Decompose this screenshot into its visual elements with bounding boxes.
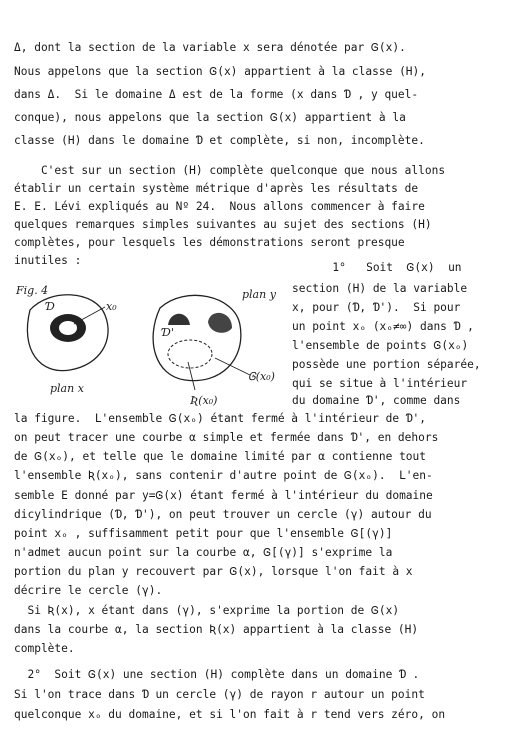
text-line: possède une portion séparée, [292,358,481,371]
text-line: portion du plan y recouvert par Ꮆ(x), lorsque l'on fait à x [14,565,413,578]
text-line: inutiles : [14,254,82,267]
text-line: conque), nous appelons que la section Ꮆ(x) appartient à la [14,111,406,124]
f-x0-pointer [215,358,250,375]
text-line: l'ensemble Ʀ(xₒ), sans contenir d'autre point de Ꮆ(xₒ). L'en- [14,469,433,482]
text-line: E. E. Lévi expliqués au Nº 24. Nous allons commencer à faire [14,200,425,213]
text-line: point xₒ , suffisamment petit pour que l'ensemble Ꮆ[(γ)] [14,527,393,540]
text-line: classe (H) dans le domaine Ɗ et complète, si non, incomplète. [14,134,425,147]
disc-interior [59,321,77,335]
text-line: Si Ʀ(x), x étant dans (γ), s'exprime la portion de Ꮆ(x) [14,604,400,617]
text-line: l'ensemble de points Ꮆ(xₒ) [292,339,469,352]
domain-d-label: Ɗ [46,300,55,313]
text-line: x, pour (Ɗ, Ɗ'). Si pour [292,301,461,314]
f-x0-label: Ꮆ(x₀) [248,370,275,383]
text-line: quelconque xₒ du domaine, et si l'on fait à r tend vers zéro, on [14,708,446,721]
figure-4 [10,280,285,410]
curve-alpha [168,340,212,368]
text-line: section (H) de la variable [292,282,468,295]
domain-dprime-label: Ɗ' [162,326,174,339]
shaded-portion-left [168,314,190,325]
text-line: complète. [14,642,75,655]
text-line: semble E donné par y=Ꮆ(x) étant fermé à l'intérieur du domaine [14,489,433,502]
text-line: on peut tracer une courbe α simple et fermée dans Ɗ', en dehors [14,431,439,444]
text-line: qui se situe à l'intérieur [292,377,468,390]
figure-caption: Fig. 4 [16,284,49,297]
text-line: quelques remarques simples suivantes au sujet des sections (H) [14,218,432,231]
plan-x-label: plan x [50,382,84,395]
text-line: dans la courbe α, la section Ʀ(x) appartient à la classe (H) [14,623,419,636]
r-x0-pointer [188,362,195,390]
text-line: dicylindrique (Ɗ, Ɗ'), on peut trouver un cercle (γ) autour du [14,508,432,521]
r-x0-label: Ʀ(x₀) [190,394,218,407]
text-line: 2° Soit Ꮆ(x) une section (H) complète dans un domaine Ɗ . [14,668,420,681]
text-line: complètes, pour lesquels les démonstrations seront presque [14,236,405,249]
text-line: Δ, dont la section de la variable x sera dénotée par Ꮆ(x). [14,41,406,54]
text-line: Nous appelons que la section Ꮆ(x) appartient à la classe (H), [14,65,427,78]
text-line: Si l'on trace dans Ɗ un cercle (γ) de rayon r autour un point [14,688,425,701]
text-line: un point xₒ (xₒ≠∞) dans Ɗ , [292,320,474,333]
text-line: n'admet aucun point sur la courbe α, Ꮆ[(γ)] s'exprime la [14,546,393,559]
text-line: du domaine Ɗ', comme dans [292,394,461,407]
text-line: décrire le cercle (γ). [14,584,163,597]
text-line: de Ꮆ(xₒ), et telle que le domaine limité par α contienne tout [14,450,427,463]
text-line: C'est sur un section (H) complète quelconque que nous allons [14,164,446,177]
shaded-portion-right [208,313,232,333]
x0-label: x₀ [106,300,117,313]
text-line: établir un certain système métrique d'après les résultats de [14,182,419,195]
x0-pointer [74,307,105,324]
text-line: 1° Soit Ꮆ(x) un [292,261,462,274]
text-line: la figure. L'ensemble Ꮆ(xₒ) étant fermé à l'intérieur de Ɗ', [14,412,427,425]
plan-y-label: plan y [242,288,276,301]
text-line: dans Δ. Si le domaine Δ est de la forme (x dans Ɗ , y quel- [14,88,419,101]
